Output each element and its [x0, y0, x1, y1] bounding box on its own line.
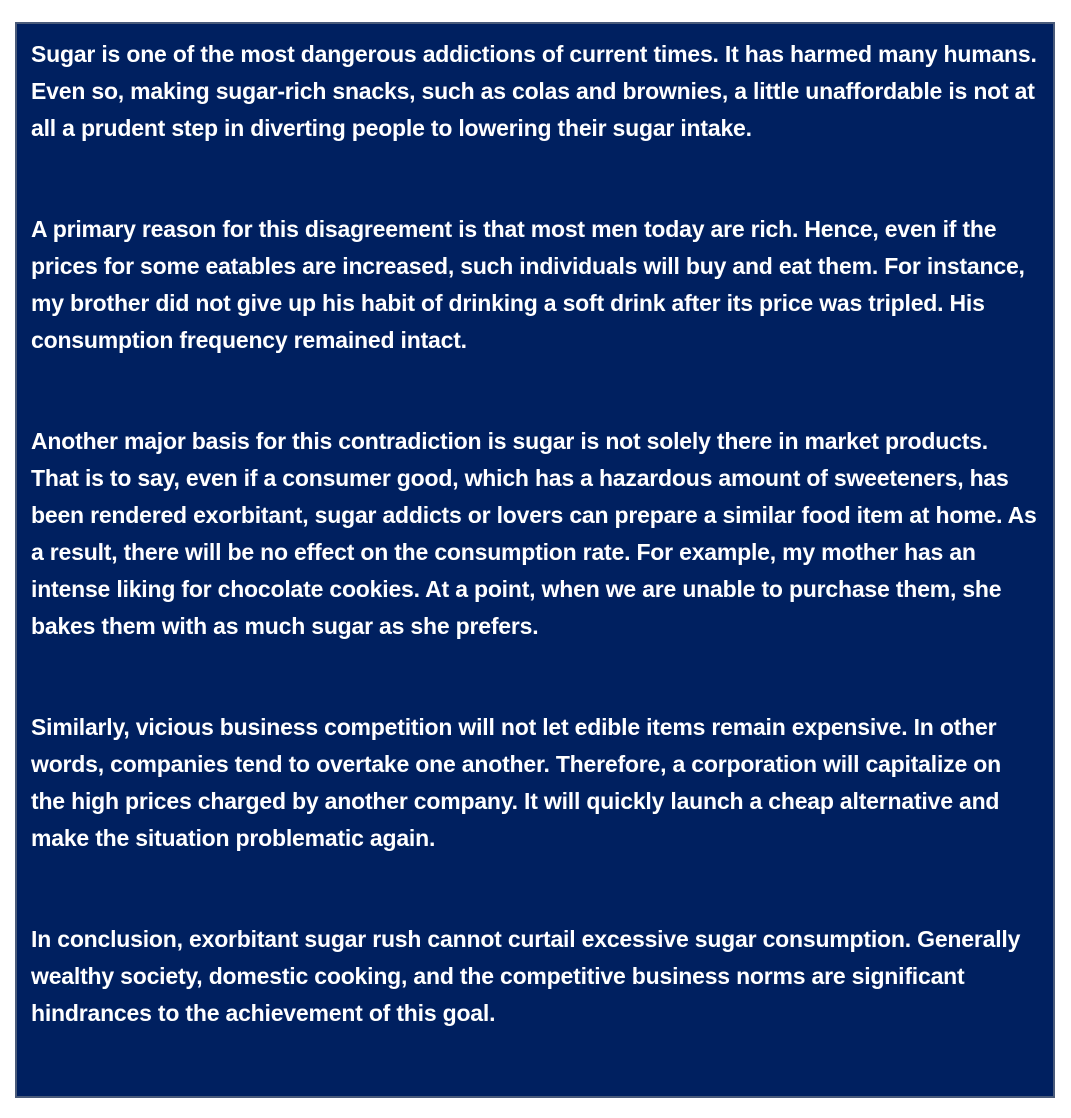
intro-paragraph: Sugar is one of the most dangerous addictions of current times. It has harmed many humans. Even so, making sugar-rich snacks, such as colas and brownies, a little unaffordable is not at all a prudent step in diverting people to lowering their sugar intake.: [31, 41, 1037, 141]
essay-panel: [15, 22, 1055, 1098]
body-paragraph-2: Another major basis for this contradiction is sugar is not solely there in market products. That is to say, even if a consumer good, which has a hazardous amount of sweeteners, has been rendered exorbitant, sugar addicts or lovers can prepare a similar food item at home. As a result, there will be no effect on the consumption rate. For example, my mother has an intense liking for chocolate cookies. At a point, when we are unable to purchase them, she bakes them with as much sugar as she prefers.: [31, 428, 1037, 639]
body-paragraph-3: Similarly, vicious business competition will not let edible items remain expensive. In other words, companies tend to overtake one another. Therefore, a corporation will capitalize on the high prices charged by another company. It will quickly launch a cheap alternative and make the situation problematic again.: [31, 714, 1001, 851]
conclusion-paragraph: In conclusion, exorbitant sugar rush cannot curtail excessive sugar consumption. Generally wealthy society, domestic cooking, and the competitive business norms are significant hindrances to the achievement of this goal.: [31, 926, 1021, 1026]
body-paragraph-1: A primary reason for this disagreement is that most men today are rich. Hence, even if the prices for some eatables are increased, such individuals will buy and eat them. For instance, my brother did not give up his habit of drinking a soft drink after its price was tripled. His consumption frequency remained intact.: [31, 216, 1025, 353]
